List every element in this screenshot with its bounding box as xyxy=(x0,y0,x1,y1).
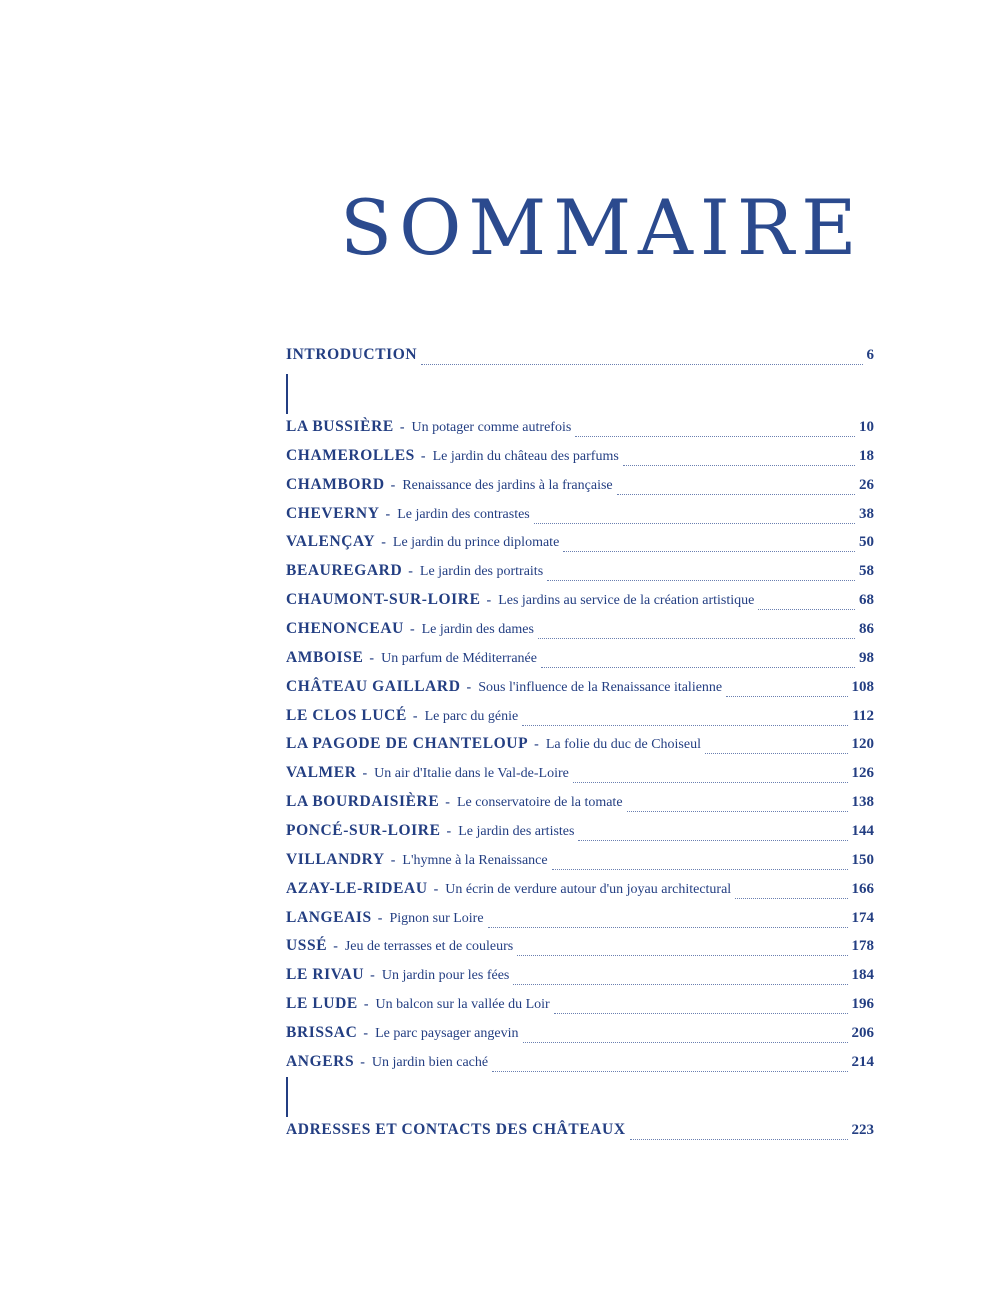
toc-entry-title: LA PAGODE DE CHANTELOUP xyxy=(286,735,529,753)
toc-entry-subtitle: La folie du duc de Choiseul xyxy=(545,737,701,753)
toc-entry-title: BEAUREGARD xyxy=(286,562,403,580)
toc-page-number: 58 xyxy=(859,563,874,580)
toc-entry-title: CHAUMONT-SUR-LOIRE xyxy=(286,591,481,609)
dot-leader xyxy=(421,363,862,365)
toc-entry-subtitle: Les jardins au service de la création artistique xyxy=(498,593,755,609)
toc-entry-title: AZAY-LE-RIDEAU xyxy=(286,879,428,897)
toc-separator: - xyxy=(377,910,383,926)
toc-page-number: 138 xyxy=(851,794,874,810)
toc-separator: - xyxy=(420,448,426,464)
toc-entry-title: VALMER xyxy=(286,764,357,782)
toc-row[interactable] xyxy=(286,505,874,527)
toc-entry-title: VILLANDRY xyxy=(286,850,385,868)
toc-separator: - xyxy=(369,650,375,666)
toc-row[interactable] xyxy=(286,1053,874,1075)
toc-entry-subtitle: Le jardin des contrastes xyxy=(397,506,530,522)
toc-entry-subtitle: Le parc paysager angevin xyxy=(375,1025,519,1041)
toc-row[interactable] xyxy=(286,1024,874,1046)
dot-leader xyxy=(523,1041,848,1043)
toc-separator: - xyxy=(381,535,386,551)
toc-page-number: 108 xyxy=(851,678,874,695)
toc-page-number: 214 xyxy=(851,1053,874,1070)
dot-leader xyxy=(547,579,855,581)
toc-row[interactable] xyxy=(286,591,874,613)
toc-entry-subtitle: Le conservatoire de la tomate xyxy=(456,795,623,810)
dot-leader xyxy=(513,983,847,985)
toc-entry-title: CHÂTEAU GAILLARD xyxy=(286,677,461,695)
toc-entry-subtitle: Sous l'influence de la Renaissance italienne xyxy=(478,679,723,695)
toc-entry-title: LANGEAIS xyxy=(286,908,372,926)
toc-page-number: 126 xyxy=(851,765,874,782)
toc-page-number: 120 xyxy=(851,736,874,753)
toc-entry-subtitle: Un jardin pour les fées xyxy=(381,968,510,984)
toc-separator: - xyxy=(446,823,452,839)
toc-entry-title: ANGERS xyxy=(286,1052,355,1070)
toc-page-number: 10 xyxy=(859,419,874,435)
dot-leader xyxy=(522,724,848,726)
toc-row[interactable] xyxy=(286,707,874,729)
dot-leader xyxy=(538,637,855,639)
toc-row-addresses[interactable] xyxy=(286,1121,874,1143)
toc-entry-subtitle: Le jardin des dames xyxy=(421,622,534,637)
toc-page-number: 112 xyxy=(852,707,874,724)
toc-page-number: 196 xyxy=(851,996,874,1012)
toc-separator: - xyxy=(433,881,439,897)
toc-separator: - xyxy=(363,997,369,1012)
toc-entry-title: AMBOISE xyxy=(286,648,364,666)
page-title: SOMMAIRE xyxy=(340,183,864,272)
toc-row[interactable] xyxy=(286,966,874,988)
toc-entry-title: CHENONCEAU xyxy=(286,620,404,637)
section-divider xyxy=(286,1077,288,1117)
toc-page-number: 26 xyxy=(859,476,874,493)
dot-leader xyxy=(492,1070,847,1072)
toc-entry-subtitle: Un jardin bien caché xyxy=(371,1054,489,1070)
toc-row[interactable] xyxy=(286,447,874,469)
toc-row-introduction[interactable] xyxy=(286,346,874,368)
toc-separator: - xyxy=(370,968,375,984)
toc-entry-title: USSÉ xyxy=(286,937,328,955)
toc-entry-title: CHAMBORD xyxy=(286,475,385,493)
toc-separator: - xyxy=(409,622,415,637)
dot-leader xyxy=(726,695,847,697)
toc-entry-title: PONCÉ-SUR-LOIRE xyxy=(286,821,441,839)
toc-page-number: 178 xyxy=(851,938,874,955)
toc-separator: - xyxy=(445,795,450,810)
toc-separator: - xyxy=(360,1054,365,1070)
toc-page-number: 223 xyxy=(851,1122,874,1138)
toc-row[interactable] xyxy=(286,880,874,902)
toc-page-number: 206 xyxy=(851,1024,874,1041)
toc-entry-title: INTRODUCTION xyxy=(286,346,418,363)
toc-page-number: 98 xyxy=(859,649,874,666)
toc-entry-subtitle: Le parc du génie xyxy=(424,708,519,724)
toc-row[interactable] xyxy=(286,533,874,555)
toc-row[interactable] xyxy=(286,937,874,959)
toc-entry-title: BRISSAC xyxy=(286,1023,358,1041)
toc-separator: - xyxy=(412,708,418,724)
toc-entry-subtitle: Un parfum de Méditerranée xyxy=(381,650,537,666)
toc-entry-title: LA BOURDAISIÈRE xyxy=(286,793,440,810)
toc-page-number: 166 xyxy=(851,880,874,897)
toc-row[interactable] xyxy=(286,678,874,700)
dot-leader xyxy=(705,752,848,754)
toc-entry-title: ADRESSES ET CONTACTS DES CHÂTEAUX xyxy=(286,1121,626,1138)
toc-row[interactable] xyxy=(286,418,874,440)
dot-leader xyxy=(758,608,855,610)
toc-entry-title: LA BUSSIÈRE xyxy=(286,418,394,435)
toc-separator: - xyxy=(466,679,472,695)
toc-separator: - xyxy=(390,852,396,868)
toc-entry-subtitle: Un écrin de verdure autour d'un joyau architectural xyxy=(445,881,732,897)
toc-separator: - xyxy=(408,564,413,580)
dot-leader xyxy=(554,1012,848,1014)
toc-row[interactable] xyxy=(286,909,874,931)
toc-page-number: 6 xyxy=(866,347,874,363)
toc-entry-subtitle: Le jardin des artistes xyxy=(458,823,575,839)
dot-leader xyxy=(617,493,855,495)
toc-page-number: 68 xyxy=(859,592,874,609)
dot-leader xyxy=(573,781,848,783)
toc-separator: - xyxy=(385,506,391,522)
toc-page-number: 50 xyxy=(859,534,874,551)
dot-leader xyxy=(552,868,848,870)
toc-entry-title: LE LUDE xyxy=(286,995,358,1012)
toc-row[interactable] xyxy=(286,995,874,1017)
toc-page-number: 150 xyxy=(851,851,874,868)
toc-row[interactable] xyxy=(286,822,874,844)
toc-entry-title: CHAMEROLLES xyxy=(286,446,415,464)
toc-entry-title: LE RIVAU xyxy=(286,966,365,984)
toc-entry-title: LE CLOS LUCÉ xyxy=(286,706,407,724)
dot-leader xyxy=(575,435,855,437)
toc-entry-title: VALENÇAY xyxy=(286,533,376,551)
toc-separator: - xyxy=(399,420,405,435)
toc-separator: - xyxy=(362,766,368,782)
toc-page-number: 18 xyxy=(859,447,874,464)
dot-leader xyxy=(563,550,855,552)
toc-separator: - xyxy=(363,1025,369,1041)
dot-leader xyxy=(488,926,848,928)
toc-separator: - xyxy=(486,593,492,609)
toc-row[interactable] xyxy=(286,562,874,584)
dot-leader xyxy=(517,954,847,956)
toc-separator: - xyxy=(534,737,539,753)
toc-row[interactable] xyxy=(286,649,874,671)
toc-entry-subtitle: Renaissance des jardins à la française xyxy=(402,477,613,493)
toc-entry-title: CHEVERNY xyxy=(286,504,380,522)
dot-leader xyxy=(578,839,847,841)
toc-page-number: 184 xyxy=(851,967,874,984)
toc-entry-subtitle: Le jardin du prince diplomate xyxy=(392,535,560,551)
toc-entry-subtitle: Le jardin du château des parfums xyxy=(432,448,619,464)
toc-row[interactable] xyxy=(286,735,874,757)
toc-page-number: 174 xyxy=(851,909,874,926)
section-divider xyxy=(286,374,288,414)
toc-page-number: 86 xyxy=(859,621,874,637)
toc-page-number: 144 xyxy=(851,822,874,839)
toc-entry-subtitle: Pignon sur Loire xyxy=(389,910,484,926)
toc-row[interactable] xyxy=(286,764,874,786)
dot-leader xyxy=(541,666,855,668)
toc-row[interactable] xyxy=(286,476,874,498)
toc-separator: - xyxy=(333,939,338,955)
toc-row[interactable] xyxy=(286,793,874,815)
toc-entry-subtitle: Un balcon sur la vallée du Loir xyxy=(375,997,550,1012)
dot-leader xyxy=(735,897,847,899)
toc-row[interactable] xyxy=(286,851,874,873)
toc-entry-subtitle: Jeu de terrasses et de couleurs xyxy=(344,939,514,955)
toc-row[interactable] xyxy=(286,620,874,642)
dot-leader xyxy=(534,522,855,524)
toc-separator: - xyxy=(390,477,396,493)
toc-entry-subtitle: Un air d'Italie dans le Val-de-Loire xyxy=(374,766,569,782)
toc-entry-subtitle: L'hymne à la Renaissance xyxy=(402,852,548,868)
toc-entry-subtitle: Un potager comme autrefois xyxy=(411,420,572,435)
dot-leader xyxy=(623,464,855,466)
dot-leader xyxy=(630,1138,848,1140)
toc-page-number: 38 xyxy=(859,505,874,522)
dot-leader xyxy=(627,810,848,812)
toc-entry-subtitle: Le jardin des portraits xyxy=(419,564,544,580)
